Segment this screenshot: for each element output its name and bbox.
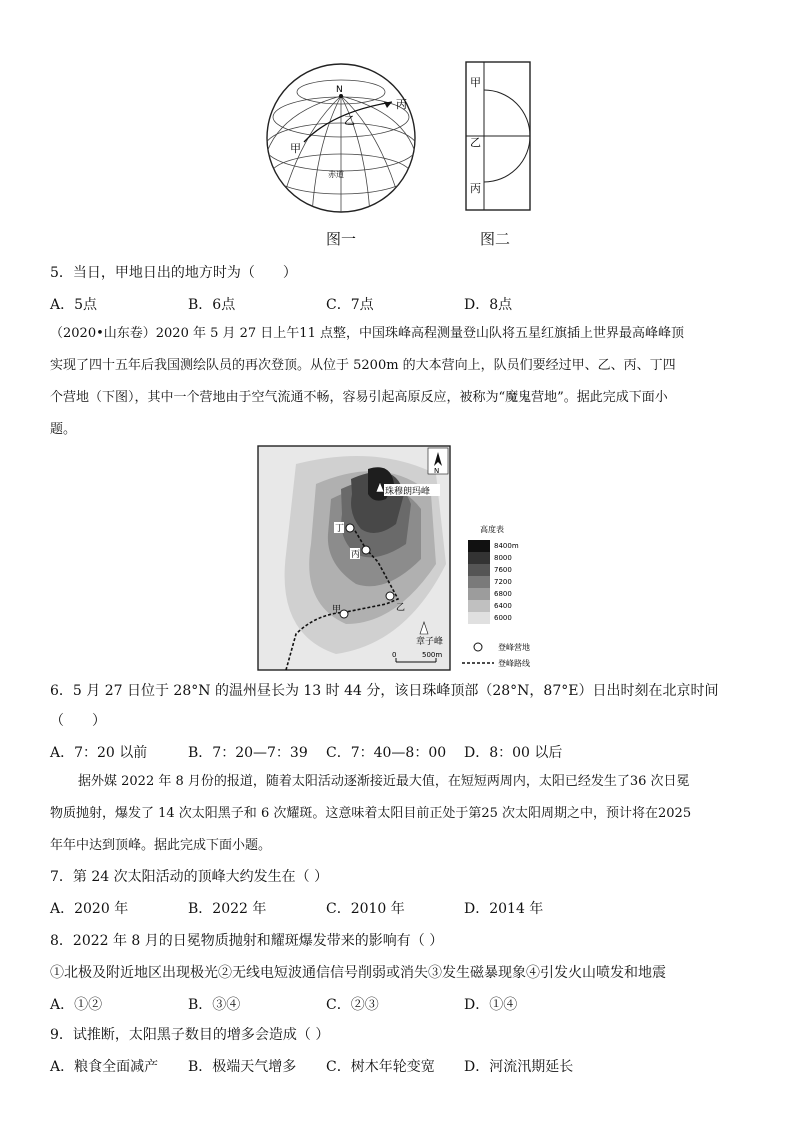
map-camp-ding: 丁 bbox=[335, 524, 345, 534]
everest-contour-map bbox=[256, 444, 552, 672]
q5-option-a: A．5点 bbox=[50, 297, 98, 313]
fig2-label-jia: 甲 bbox=[470, 76, 481, 89]
passage-1-line: （2020•山东卷）2020 年 5 月 27 日上午11 点整，中国珠峰高程测量登山队将五星红旗插上世界最高峰峰顶 bbox=[50, 326, 684, 341]
figure-2-caption: 图二 bbox=[480, 230, 511, 248]
question-6-options bbox=[50, 742, 562, 762]
legend-elev: 7200 bbox=[494, 578, 512, 586]
globe-label-n: N bbox=[336, 85, 343, 95]
q7-option-c: C．2010 年 bbox=[326, 901, 405, 917]
q9-option-a: A．粮食全面减产 bbox=[50, 1059, 159, 1075]
map-camp-bing: 丙 bbox=[351, 550, 361, 560]
legend-route: 登峰路线 bbox=[498, 659, 530, 668]
map-camp-jia: 甲 bbox=[332, 605, 342, 615]
map-scale-zero: 0 bbox=[392, 651, 397, 659]
question-9-options bbox=[50, 1056, 573, 1076]
globe-label-jia: 甲 bbox=[290, 142, 301, 155]
legend-elev: 8400m bbox=[494, 542, 519, 550]
map-label-zhangzi: 章子峰 bbox=[416, 637, 444, 647]
figure-2-diagram bbox=[462, 60, 534, 212]
question-8-options bbox=[50, 994, 517, 1014]
q5-option-d: D．8点 bbox=[464, 297, 513, 313]
question-7-stem: 7．第 24 次太阳活动的顶峰大约发生在（ ） bbox=[50, 869, 329, 885]
legend-title: 高度表 bbox=[480, 525, 504, 534]
q9-option-b: B．极端天气增多 bbox=[188, 1059, 297, 1075]
q8-option-b: B．③④ bbox=[188, 997, 241, 1013]
legend-elev: 8000 bbox=[494, 554, 512, 562]
map-camp-yi: 乙 bbox=[396, 603, 406, 613]
question-9-stem: 9．试推断，太阳黑子数目的增多会造成（ ） bbox=[50, 1027, 330, 1043]
passage-2-line: 年年中达到顶峰。据此完成下面小题。 bbox=[50, 838, 272, 853]
passage-2-line: 据外媒 2022 年 8 月份的报道，随着太阳活动逐渐接近最大值，在短短两周内，太阳已经发生了36 次日冕 bbox=[78, 774, 690, 789]
q9-option-d: D．河流汛期延长 bbox=[464, 1059, 574, 1075]
q6-option-c: C．7：40—8：00 bbox=[326, 745, 447, 761]
fig2-label-yi: 乙 bbox=[470, 136, 481, 149]
question-8-items: ①北极及附近地区出现极光②无线电短波通信信号削弱或消失③发生磁暴现象④引发火山喷发和地震 bbox=[50, 965, 666, 981]
q7-option-a: A．2020 年 bbox=[50, 901, 129, 917]
legend-elev: 6400 bbox=[494, 602, 512, 610]
question-5-options bbox=[50, 294, 512, 314]
question-8-stem: 8．2022 年 8 月的日冕物质抛射和耀斑爆发带来的影响有（ ） bbox=[50, 933, 444, 949]
map-scale-label: 500m bbox=[422, 651, 443, 659]
passage-1-line: 实现了四十五年后我国测绘队员的再次登顶。从位于 5200m 的大本营向上，队员们要经过甲、乙、丙、丁四 bbox=[50, 358, 676, 373]
q9-option-c: C．树木年轮变宽 bbox=[326, 1059, 435, 1075]
q6-option-b: B．7：20—7：39 bbox=[188, 745, 308, 761]
legend-elev: 7600 bbox=[494, 566, 512, 574]
q8-option-c: C．②③ bbox=[326, 997, 379, 1013]
q6-option-a: A．7：20 以前 bbox=[50, 745, 148, 761]
passage-1-line: 个营地（下图），其中一个营地由于空气流通不畅，容易引起高原反应，被称为“魔鬼营地”。据此完成下面小 bbox=[50, 390, 668, 405]
passage-1-line: 题。 bbox=[50, 422, 77, 437]
question-7-options bbox=[50, 898, 543, 918]
q8-option-a: A．①② bbox=[50, 997, 103, 1013]
map-north-icon: N bbox=[434, 467, 440, 475]
passage-2-line: 物质抛射，爆发了 14 次太阳黑子和 6 次耀斑。这意味着太阳目前正处于第25 次太阳周期之中，预计将在2025 bbox=[50, 806, 692, 821]
map-label-peak: 珠穆朗玛峰 bbox=[385, 487, 431, 497]
figure-1-caption: 图一 bbox=[326, 230, 357, 248]
q5-option-c: C．7点 bbox=[326, 297, 374, 313]
q7-option-b: B．2022 年 bbox=[188, 901, 267, 917]
passage-2 bbox=[50, 766, 750, 862]
passage-1 bbox=[50, 318, 750, 446]
globe-label-bing: 丙 bbox=[396, 98, 407, 111]
q8-option-d: D．①④ bbox=[464, 997, 518, 1013]
fig2-label-bing: 丙 bbox=[470, 182, 481, 195]
q7-option-d: D．2014 年 bbox=[464, 901, 544, 917]
q6-option-d: D．8：00 以后 bbox=[464, 745, 563, 761]
legend-camp: 登峰营地 bbox=[498, 643, 530, 652]
question-5-stem: 5．当日，甲地日出的地方时为（ ） bbox=[50, 265, 297, 281]
question-6-paren: （ ） bbox=[50, 713, 106, 729]
legend-elev: 6800 bbox=[494, 590, 512, 598]
question-6-stem: 6．5 月 27 日位于 28°N 的温州昼长为 13 时 44 分，该日珠峰顶部（28°N，87°E）日出时刻在北京时间 bbox=[50, 683, 719, 699]
globe-label-yi: 乙 bbox=[344, 114, 355, 127]
figure-1-globe bbox=[262, 62, 420, 214]
legend-elev: 6000 bbox=[494, 614, 512, 622]
globe-label-equator: 赤道 bbox=[328, 170, 344, 179]
q5-option-b: B．6点 bbox=[188, 297, 236, 313]
